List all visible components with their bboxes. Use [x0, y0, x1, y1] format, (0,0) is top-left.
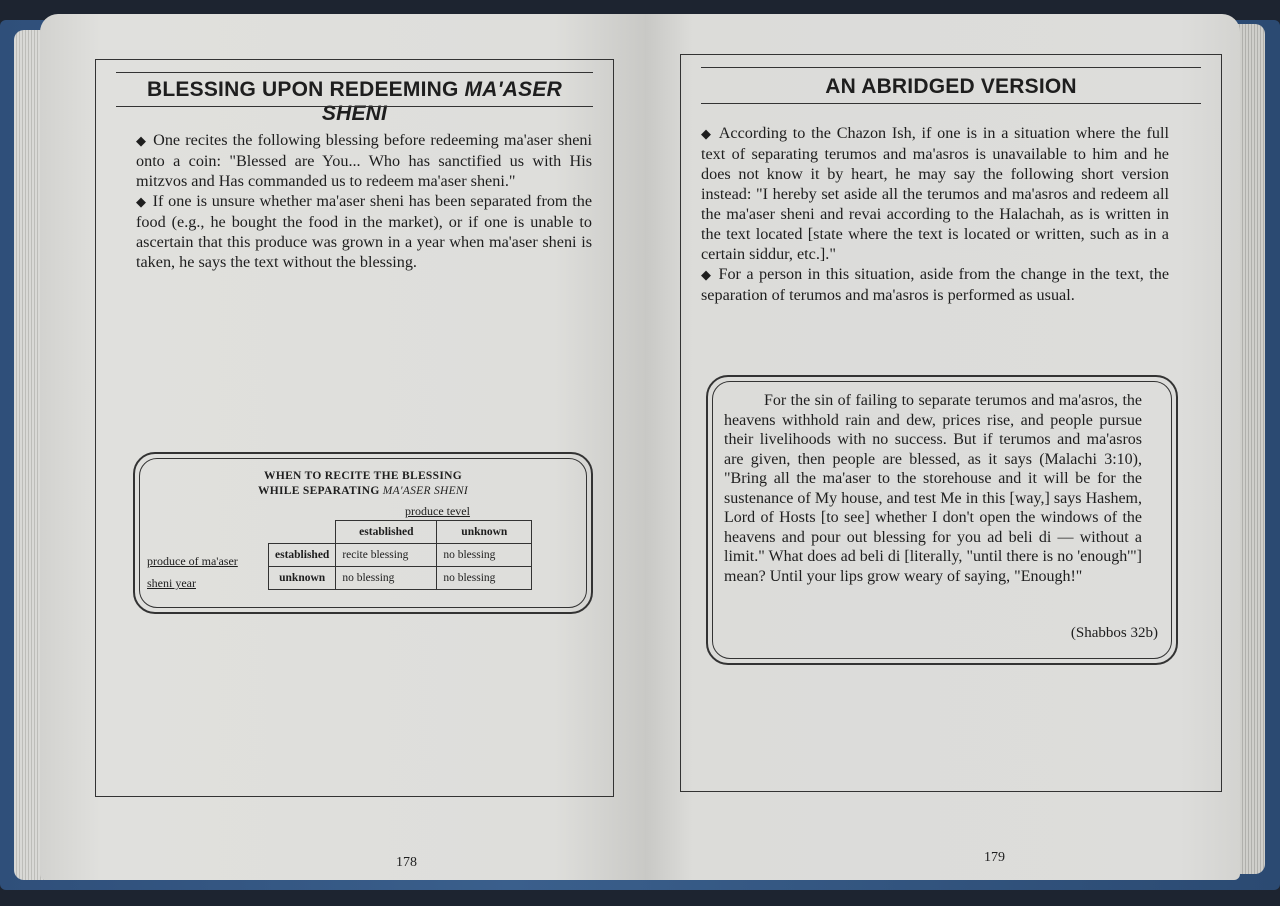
page-number: 178 [396, 855, 417, 870]
quote-text: For the sin of failing to separate terumos and ma'asros, the heavens withhold rain and dew, prices rise, and people pursue their livelihoods with no success. But if terumos and ma'asros are given, then people are blessed, as it says (Malachi 3:10), "Bring all the ma'aser to the storehouse and it will be for the sustenance of My house, and test Me in this [way,] says Hashem, Lord of Hosts [to see] whether I don't open the windows of the heavens and pour out blessing for you ad beli di — without a limit." What does ad beli di [literally, "until there is no 'enough'"] mean? Until your lips grow weary of saying, "Enough!" [724, 392, 1142, 585]
right-page-title: AN ABRIDGED VERSION [825, 75, 1077, 98]
title-rule-top [116, 72, 593, 73]
quote-source: (Shabbos 32b) [1070, 625, 1158, 641]
table-corner [269, 521, 336, 544]
right-page [645, 14, 1240, 880]
table-title-text: WHILE SEPARATING [257, 485, 380, 497]
table-title-italic: MA'ASER SHENI [382, 485, 469, 497]
diamond-bullet-icon: ◆ [701, 126, 713, 141]
blessing-table [268, 520, 532, 590]
row-header: established [269, 544, 336, 567]
title-rule-bottom [116, 106, 593, 107]
left-body-text [136, 130, 592, 272]
right-body-text [701, 123, 1169, 305]
paragraph-text: According to the Chazon Ish, if one is in a situation where the full text of separating terumos and ma'asros is unavailable to him and he does not know it by heart, he may say the following short version instead: "I hereby set aside all the terumos and ma'asros and redeem all the ma'aser sheni and revai according to the Halachah, as is written in the text located [state where the text is located or written, such as in a certain siddur, etc.]." [701, 124, 1169, 263]
paragraph-text: If one is unsure whether ma'aser sheni has been separated from the food (e.g., he bought the food in the market), or if one is unable to ascertain that this produce was grown in a year when ma'aser sheni is taken, he says the text without the blessing. [136, 192, 593, 271]
table-cell: recite blessing [336, 544, 437, 567]
title-italic-text: MA'ASER SHENI [321, 78, 562, 125]
blessing-table-box [133, 452, 593, 614]
title-rule-bottom [701, 103, 1201, 104]
paragraph [136, 130, 592, 191]
table-title-line1: WHEN TO RECITE THE BLESSING [264, 470, 462, 482]
paragraph [701, 264, 1169, 305]
row-group-label-line1: produce of ma'aser [147, 554, 238, 568]
diamond-bullet-icon: ◆ [701, 267, 713, 282]
quote-box [706, 375, 1178, 665]
title-rule-top [701, 67, 1201, 68]
column-group-label: produce tevel [405, 504, 470, 518]
page-number: 179 [984, 850, 1005, 865]
title-text: BLESSING UPON REDEEMING [147, 78, 459, 101]
paragraph-text: One recites the following blessing before redeeming ma'aser sheni onto a coin: "Blessed are You... Who has sanctified us with His mitzvos and Has commanded us to redeem ma'aser sheni." [136, 131, 592, 190]
column-header: unknown [437, 521, 532, 544]
right-page-frame [680, 54, 1222, 865]
left-page-frame [95, 59, 614, 870]
table-cell: no blessing [437, 544, 532, 567]
table-cell: no blessing [437, 567, 532, 590]
column-header: established [336, 521, 437, 544]
paragraph [136, 191, 592, 272]
table-row [269, 544, 532, 567]
table-header-row [269, 521, 532, 544]
left-page-title [116, 78, 593, 126]
table-cell: no blessing [336, 567, 437, 590]
diamond-bullet-icon: ◆ [136, 194, 147, 209]
row-header: unknown [269, 567, 336, 590]
table-row [269, 567, 532, 590]
paragraph [701, 123, 1169, 264]
table-title-line2 [135, 485, 591, 497]
row-group-label-line2: sheni year [147, 576, 196, 590]
left-page [40, 14, 645, 880]
paragraph-text: For a person in this situation, aside from the change in the text, the separation of terumos and ma'asros is performed as usual. [701, 265, 1169, 304]
diamond-bullet-icon: ◆ [136, 133, 148, 148]
